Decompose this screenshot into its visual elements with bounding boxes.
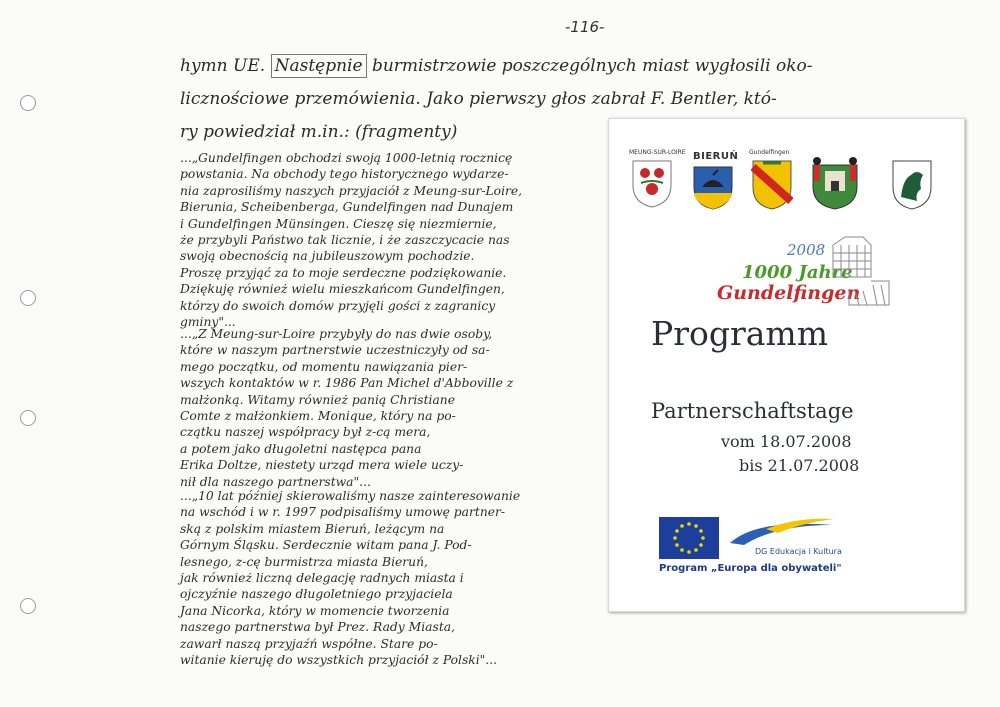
binder-hole	[20, 410, 36, 426]
handwritten-paragraph-2	[180, 326, 513, 490]
handwritten-line: czątku naszej współpracy był z-cą mera,	[180, 425, 431, 440]
dg-label: DG Edukacja i Kultura	[755, 547, 842, 556]
bierun-crest-icon	[692, 165, 734, 211]
handwritten-line: zawarł naszą przyjaźń współne. Stare po-	[180, 636, 438, 651]
crest-label: BIERUŃ	[693, 151, 739, 162]
boxed-word: Następnie	[271, 54, 367, 78]
handwritten-line: ...„Z Meung-sur-Loire przybyły do nas dwie osoby,	[180, 327, 493, 341]
handwritten-line: na wschód i w r. 1997 podpisaliśmy umowę partner-	[180, 505, 506, 520]
castle-sketch-icon	[819, 231, 895, 307]
handwritten-line	[180, 50, 813, 83]
handwritten-paragraph-1	[180, 150, 522, 330]
logo-jahre: 1000 Jahre	[742, 262, 853, 283]
handwritten-line: małżonką. Witamy również panią Christiane	[180, 392, 455, 407]
handwritten-line: nia zaprosiliśmy naszych przyjaciół z Meung-sur-Loire,	[180, 183, 523, 198]
handwritten-line: Dziękuję również wielu mieszkańcom Gundelfingen,	[180, 282, 505, 297]
handwritten-line: Erika Doltze, niestety urząd mera wiele uczy-	[180, 458, 464, 473]
handwritten-line: Górnym Śląsku. Serdecznie witam pana J. Pod-	[180, 538, 472, 553]
handwritten-line: nił dla naszego partnerstwa"...	[180, 474, 371, 489]
program-label: Program „Europa dla obywateli"	[659, 563, 842, 574]
binder-hole	[20, 598, 36, 614]
handwritten-line: jak również liczną delegację radnych miasta i	[180, 571, 464, 586]
handwritten-line: Bierunia, Scheibenberga, Gundelfingen nad Dunajem	[180, 200, 514, 215]
handwritten-line: i Gundelfingen Münsingen. Cieszę się niezmiernie,	[180, 216, 497, 231]
handwritten-line: że przybyli Państwo tak licznie, i że zaszczycacie nas	[180, 233, 510, 248]
handwritten-line: Proszę przyjąć za to moje serdeczne podziękowanie.	[180, 265, 507, 280]
eu-flag-icon	[659, 517, 719, 559]
castle-crest-icon	[809, 151, 861, 211]
handwritten-line: ...„Gundelfingen obchodzi swoją 1000-letnią rocznicę	[180, 151, 513, 165]
handwritten-line: naszego partnerstwa był Prez. Rady Miasta,	[180, 620, 456, 635]
handwritten-line: wszych kontaktów w r. 1986 Pan Michel d'Abboville z	[180, 376, 514, 391]
date-from: vom 18.07.2008	[721, 432, 852, 451]
dg-swoosh-icon	[726, 515, 836, 547]
program-subtitle: Partnerschaftstage	[651, 399, 854, 423]
coat-of-arms-row	[629, 147, 949, 237]
crest-label: MEUNG-SUR-LOIRE	[629, 149, 686, 156]
handwritten-line: ojczyźnie naszego długoletniego przyjaciela	[180, 587, 453, 602]
program-title: Programm	[651, 314, 829, 353]
binder-hole	[20, 95, 36, 111]
handwritten-line: swoją obecnością na jubileuszowym pochodzie.	[180, 249, 475, 264]
line-text: burmistrzowie poszczególnych miast wygłosili oko-	[366, 56, 813, 76]
handwritten-line: ską z polskim miastem Bieruń, leżącym na	[180, 521, 445, 536]
handwritten-line: licznościowe przemówienia. Jako pierwszy głos zabrał F. Bentler, któ-	[180, 89, 777, 109]
handwritten-line: witanie kieruję do wszystkich przyjaciół z Polski"...	[180, 653, 498, 668]
logo-city: Gundelfingen	[717, 282, 861, 304]
handwritten-line: powstania. Na obchody tego historycznego wydarze-	[180, 167, 509, 182]
handwritten-line: Jana Nicorka, który w momencie tworzenia	[180, 603, 450, 618]
logo-year: 2008	[787, 241, 826, 259]
date-to: bis 21.07.2008	[739, 456, 860, 475]
handwritten-line: lesnego, z-cę burmistrza miasta Bieruń,	[180, 554, 428, 569]
page-number: -116-	[565, 18, 605, 36]
meung-crest-icon	[631, 159, 673, 209]
program-card	[608, 118, 965, 612]
handwritten-line: ...„10 lat później skierowaliśmy nasze zainteresowanie	[180, 489, 521, 503]
munsingen-crest-icon	[891, 159, 933, 211]
line-text: hymn UE.	[180, 56, 271, 76]
handwritten-line: a potem jako długoletni następca pana	[180, 441, 422, 456]
gundelfingen-crest-icon	[751, 159, 793, 211]
handwritten-line: którzy do swoich domów przyjęli gości z zagranicy	[180, 298, 496, 313]
crest-label: Gundelfingen	[749, 149, 790, 156]
handwritten-line: które w naszym partnerstwie uczestniczyły od sa-	[180, 343, 490, 358]
handwritten-line: mego początku, od momentu nawiązania pier-	[180, 359, 468, 374]
handwritten-line: Comte z małżonkiem. Monique, który na po-	[180, 409, 456, 424]
binder-hole	[20, 290, 36, 306]
handwritten-paragraph-3	[180, 488, 520, 668]
handwritten-line: ry powiedział m.in.: (fragmenty)	[180, 122, 458, 142]
handwritten-line: gminy"...	[180, 315, 236, 330]
